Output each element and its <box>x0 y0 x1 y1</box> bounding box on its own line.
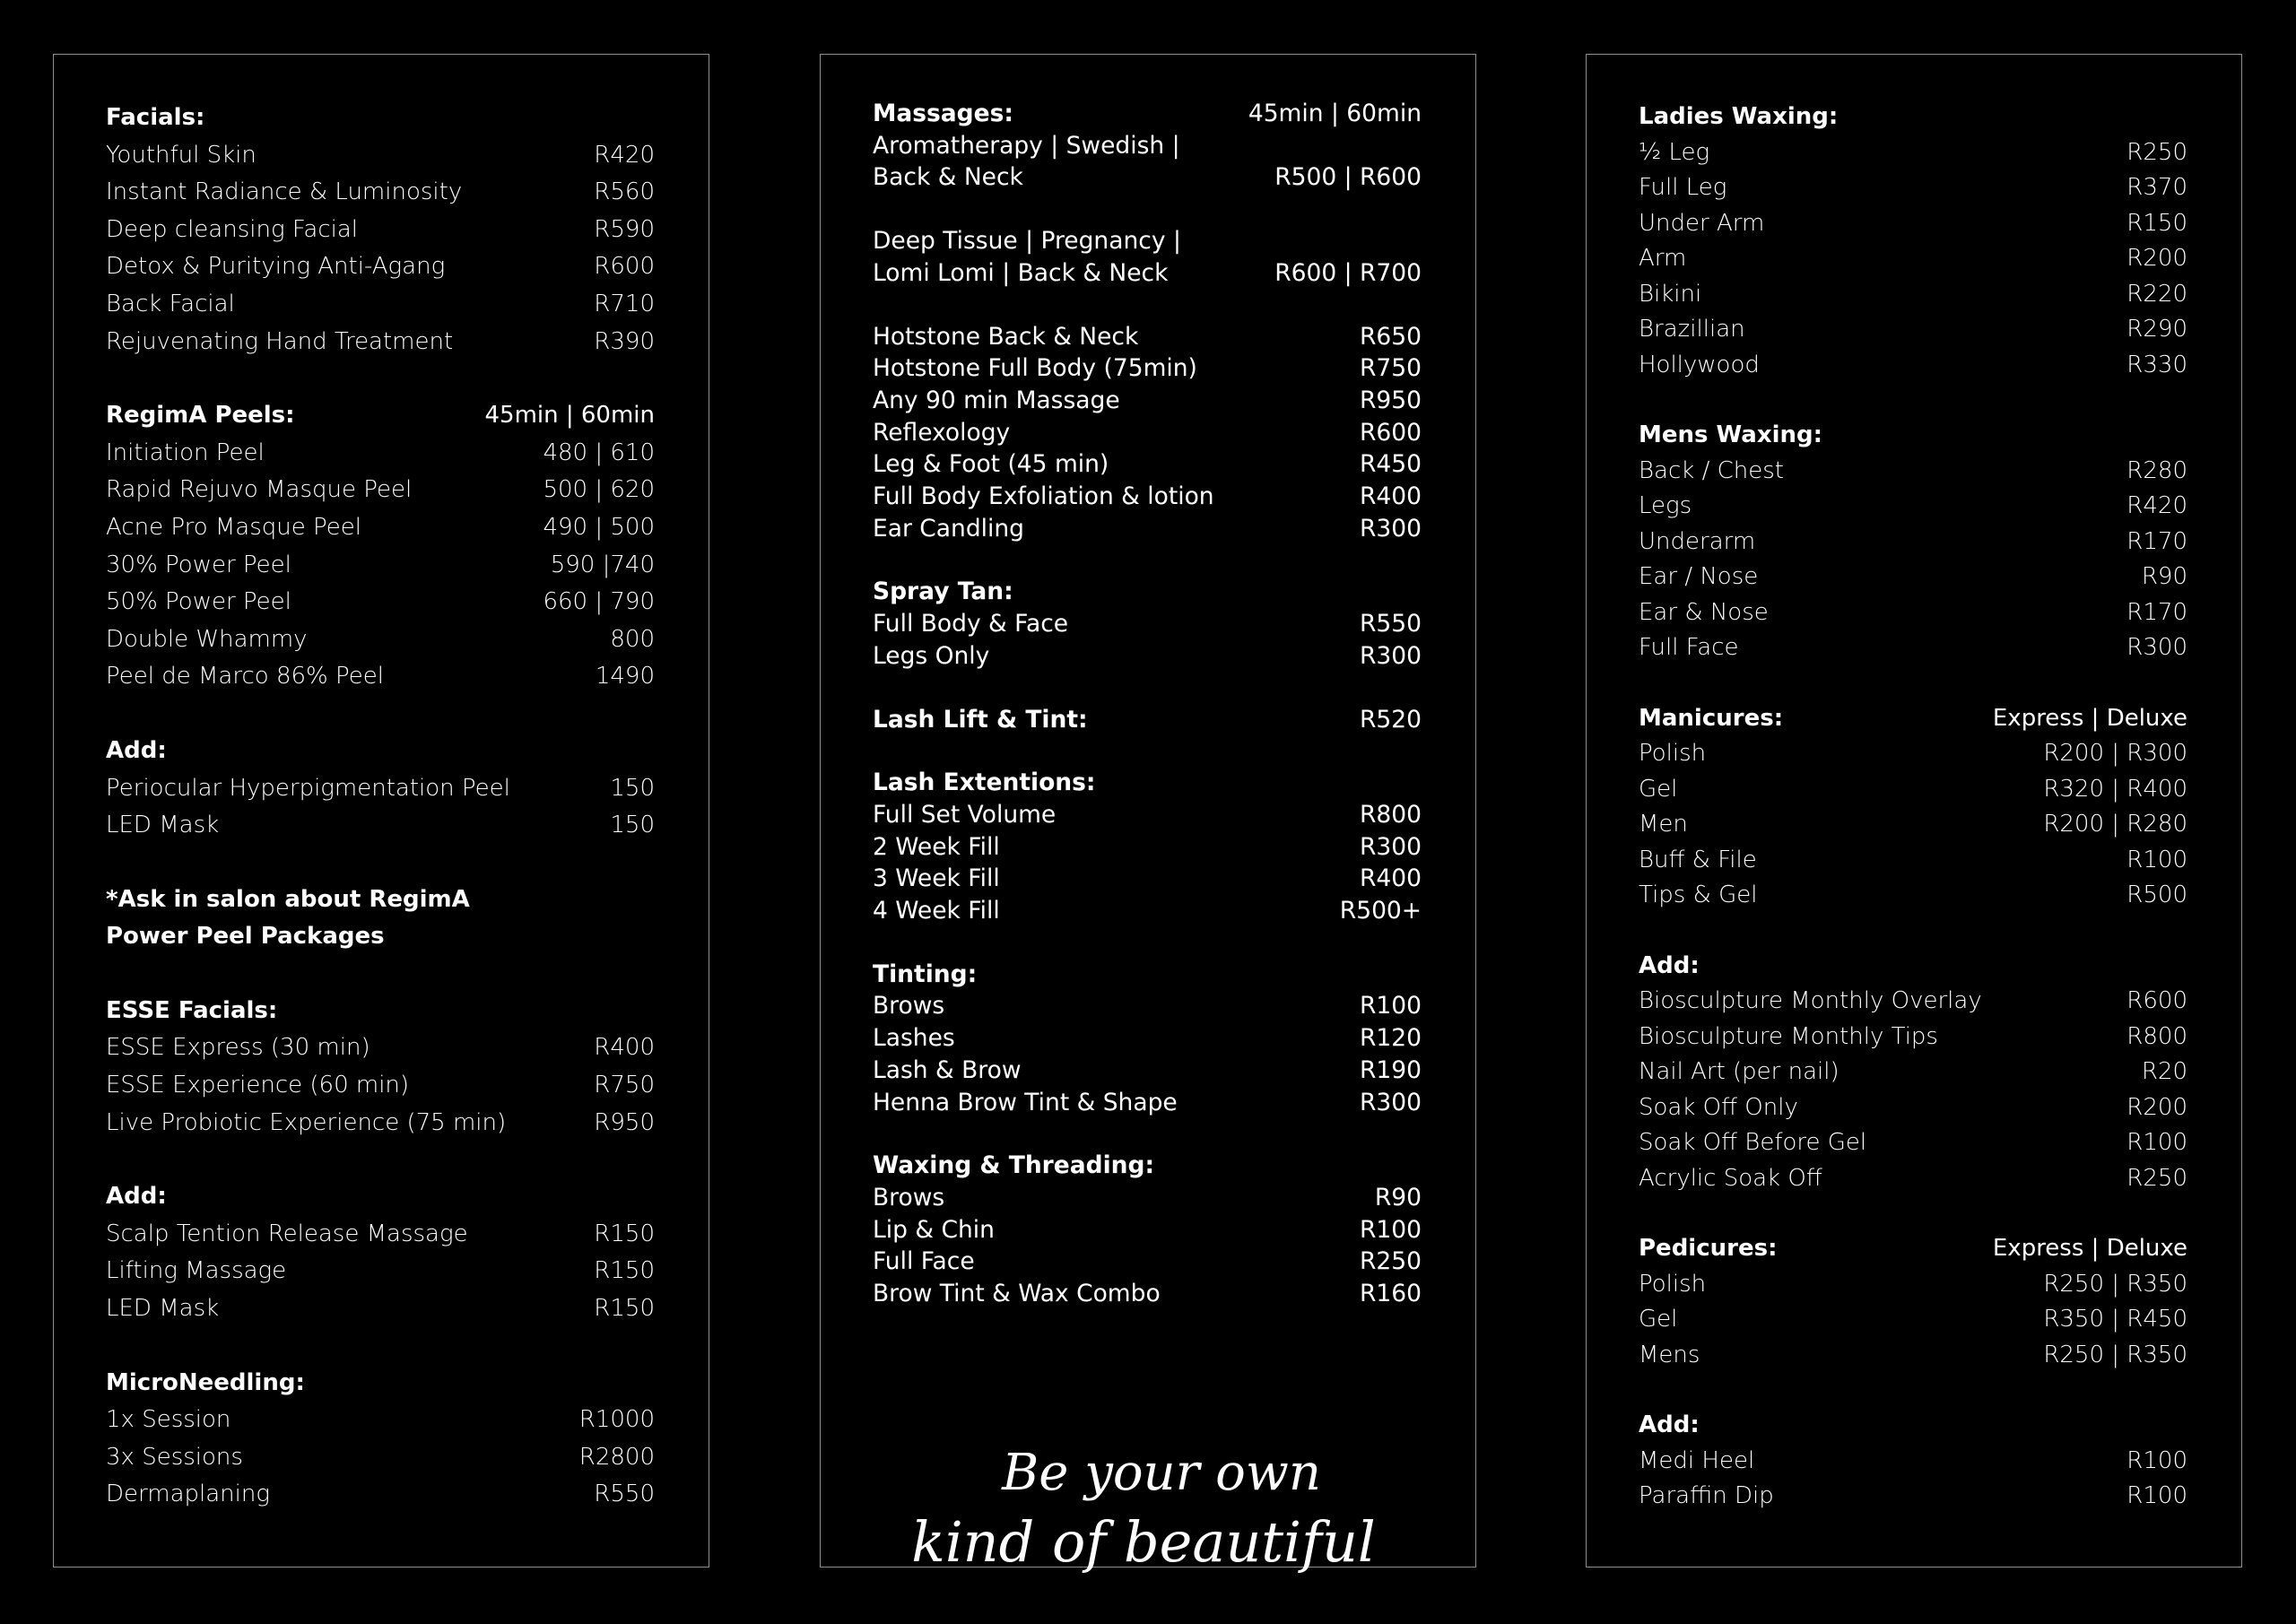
item-price: R520 <box>1360 705 1422 734</box>
item-price: R300 <box>1360 1088 1422 1116</box>
item-name: 1x Session <box>106 1406 231 1434</box>
item-price: R400 <box>1360 864 1422 893</box>
section-title: Ladies Waxing: <box>1639 103 1839 130</box>
item-name: Youthful Skin <box>106 141 257 169</box>
item-name: Under Arm <box>1639 209 1765 237</box>
duration-header: 45min | 60min <box>1248 100 1422 127</box>
menu-item <box>106 547 655 585</box>
item-price: R150 <box>2126 209 2187 237</box>
section-title: RegimA Peels: <box>106 402 295 430</box>
item-name: Leg & Foot (45 min) <box>873 450 1109 479</box>
item-name: Men <box>1639 811 1688 838</box>
menu-item <box>106 324 655 361</box>
item-name: Biosculpture Monthly Overlay <box>1639 987 1982 1014</box>
item-name: Full Leg <box>1639 174 1727 201</box>
item-name: Polish <box>1639 740 1707 767</box>
menu-panel-middle <box>820 54 1476 1575</box>
section-title: Massages: <box>873 100 1013 127</box>
item-name: Scalp Tention Release Massage <box>106 1220 468 1247</box>
section-title: Pedicures: <box>1639 1235 1778 1262</box>
item-name: LED Mask <box>106 812 220 839</box>
item-name: Full Face <box>1639 634 1739 661</box>
item-name: 4 Week Fill <box>873 897 1000 925</box>
item-name: Soak Off Before Gel <box>1639 1129 1867 1156</box>
item-price: R320 | R400 <box>2043 775 2187 803</box>
item-price: R1000 <box>578 1406 655 1434</box>
item-price: R420 <box>2126 492 2187 519</box>
item-price: R20 <box>2141 1058 2187 1085</box>
item-name: Back Facial <box>106 290 235 317</box>
item-price: R250 | R350 <box>2043 1341 2187 1368</box>
item-price: R220 <box>2126 280 2187 308</box>
item-price: R950 <box>1360 386 1422 414</box>
duration-header: 45min | 60min <box>484 402 655 430</box>
menu-item <box>1639 984 2187 1020</box>
item-name: Tips & Gel <box>1639 881 1758 908</box>
section-esse-add-ons <box>106 1178 655 1327</box>
item-name: Lash & Brow <box>873 1055 1022 1084</box>
item-price: R750 <box>594 1072 655 1099</box>
menu-item <box>1639 312 2187 348</box>
item-price: R590 <box>594 215 655 243</box>
menu-item <box>1639 878 2187 914</box>
item-price: R160 <box>1360 1280 1422 1308</box>
item-price: R190 <box>1360 1055 1422 1084</box>
menu-item <box>873 990 1422 1022</box>
section-peel-add-ons <box>106 733 655 845</box>
menu-item <box>873 640 1422 673</box>
item-price: R170 <box>2126 598 2187 626</box>
menu-item <box>106 472 655 509</box>
item-name: 50% Power Peel <box>106 588 291 616</box>
item-price: R100 <box>2126 1482 2187 1509</box>
section-title: Add: <box>1639 1411 1700 1438</box>
item-price: R950 <box>594 1108 655 1136</box>
item-name: Peel de Marco 86% Peel <box>106 663 384 690</box>
item-price: R100 <box>1360 1215 1422 1244</box>
item-price: R550 <box>594 1481 655 1508</box>
item-price: R550 <box>1360 610 1422 638</box>
item-price: 800 <box>610 625 655 653</box>
section-title: Add: <box>106 736 167 764</box>
menu-item <box>106 137 655 175</box>
menu-item <box>106 807 655 845</box>
menu-item <box>1639 241 2187 277</box>
item-name: Lip & Chin <box>873 1215 995 1244</box>
item-name: Brow Tint & Wax Combo <box>873 1280 1161 1308</box>
tagline-script <box>821 1391 1477 1624</box>
item-price: R90 <box>2141 563 2187 590</box>
menu-item <box>873 321 1422 353</box>
menu-item <box>1639 807 2187 843</box>
section-title: MicroNeedling: <box>106 1368 305 1396</box>
item-name: Medi Heel <box>1639 1446 1755 1474</box>
section-spray-tan <box>873 576 1422 672</box>
menu-item <box>106 435 655 473</box>
item-name: Dermaplaning <box>106 1481 270 1508</box>
section-facials <box>106 100 655 360</box>
menu-item <box>106 770 655 808</box>
item-name: Brows <box>873 992 945 1020</box>
menu-item <box>106 584 655 621</box>
item-name: Hotstone Full Body (75min) <box>873 354 1197 383</box>
item-price: R250 <box>2126 1164 2187 1192</box>
item-name: LED Mask <box>106 1295 220 1323</box>
item-price: R90 <box>1374 1183 1422 1211</box>
item-price: R400 <box>594 1034 655 1062</box>
item-price: R120 <box>1360 1024 1422 1053</box>
menu-item <box>106 1216 655 1254</box>
section-manicure-add-ons <box>1639 949 2187 1197</box>
section-ladies-waxing <box>1639 100 2187 383</box>
item-price: R150 <box>594 1220 655 1247</box>
menu-item <box>1639 1020 2187 1055</box>
item-name: Buff & File <box>1639 846 1757 873</box>
item-price: 500 | 620 <box>543 476 655 504</box>
item-name: Hotstone Back & Neck <box>873 322 1139 351</box>
item-name: Deep Tissue | Pregnancy | Lomi Lomi | Back & Neck <box>873 227 1181 287</box>
section-esse-facials <box>106 993 655 1142</box>
menu-item <box>873 225 1422 289</box>
item-name: Acrylic Soak Off <box>1639 1164 1822 1192</box>
item-price: R100 <box>2126 1446 2187 1474</box>
item-name: Full Body Exfoliation & lotion <box>873 482 1214 511</box>
item-name: Lashes <box>873 1024 955 1053</box>
item-price: R330 <box>2126 351 2187 378</box>
menu-item <box>873 1087 1422 1119</box>
item-name: Ear & Nose <box>1639 598 1769 626</box>
item-price: R300 <box>1360 514 1422 543</box>
menu-item <box>1639 1338 2187 1374</box>
menu-item <box>1639 170 2187 206</box>
item-name: Arm <box>1639 245 1687 272</box>
item-name: Lifting Massage <box>106 1257 287 1285</box>
section-title: Manicures: <box>1639 704 1784 732</box>
item-name: Henna Brow Tint & Shape <box>873 1088 1178 1116</box>
item-name: Reflexology <box>873 418 1011 447</box>
menu-item <box>106 1402 655 1439</box>
menu-item <box>873 352 1422 385</box>
section-pedicures <box>1639 1231 2187 1373</box>
section-title: Add: <box>1639 951 1700 979</box>
menu-item <box>1639 560 2187 595</box>
menu-item <box>873 130 1422 194</box>
menu-item <box>1639 630 2187 666</box>
menu-item <box>1639 206 2187 242</box>
item-price: 660 | 790 <box>543 588 655 616</box>
menu-item <box>873 799 1422 831</box>
menu-item <box>106 1029 655 1067</box>
item-name: Bikini <box>1639 280 1702 308</box>
menu-item <box>1639 1444 2187 1480</box>
section-microneedling <box>106 1365 655 1514</box>
item-price: R560 <box>594 178 655 206</box>
menu-item <box>873 1246 1422 1278</box>
item-price: 590 |740 <box>550 551 655 578</box>
item-price: R600 <box>1360 418 1422 447</box>
item-price: R250 <box>1360 1247 1422 1276</box>
item-name: Brows <box>873 1183 945 1211</box>
section-title: Lash Lift & Tint: <box>873 705 1088 734</box>
item-price: R450 <box>1360 450 1422 479</box>
item-price: R300 <box>2126 634 2187 661</box>
item-price: R250 <box>2126 138 2187 166</box>
item-price: 150 <box>610 774 655 802</box>
item-price: R600 | R700 <box>1274 258 1422 287</box>
menu-item <box>106 658 655 696</box>
menu-item <box>106 1476 655 1514</box>
item-name: Ear Candling <box>873 514 1025 543</box>
menu-item <box>873 1022 1422 1055</box>
item-name: Double Whammy <box>106 625 308 653</box>
item-name: Gel <box>1639 1306 1678 1333</box>
section-title: Waxing & Threading: <box>873 1151 1155 1180</box>
section-manicures <box>1639 701 2187 914</box>
item-name: Full Face <box>873 1247 975 1276</box>
item-name: ½ Leg <box>1639 138 1710 166</box>
section-title: Mens Waxing: <box>1639 421 1823 448</box>
menu-item <box>106 509 655 547</box>
section-lash-lift <box>873 704 1422 736</box>
item-name: ESSE Experience (60 min) <box>106 1072 410 1099</box>
item-name: Live Probiotic Experience (75 min) <box>106 1108 507 1136</box>
item-price: R600 <box>2126 987 2187 1014</box>
section-title: Tinting: <box>873 960 978 988</box>
item-name: Paraffin Dip <box>1639 1482 1774 1509</box>
item-name: Rapid Rejuvo Masque Peel <box>106 476 413 504</box>
item-price: R390 <box>594 327 655 355</box>
item-price: R500 | R600 <box>1274 163 1422 192</box>
menu-item <box>1639 595 2187 631</box>
menu-item <box>873 863 1422 895</box>
tagline-line-1: Be your own <box>1002 1444 1321 1502</box>
menu-item <box>873 831 1422 864</box>
tier-header: Express | Deluxe <box>1992 1235 2187 1262</box>
item-name: Acne Pro Masque Peel <box>106 513 361 541</box>
section-title: ESSE Facials: <box>106 996 278 1024</box>
item-price: R800 <box>1360 800 1422 829</box>
item-price: R500+ <box>1339 897 1422 925</box>
menu-item <box>873 895 1422 927</box>
item-price: 490 | 500 <box>543 513 655 541</box>
item-name: Back / Chest <box>1639 456 1784 484</box>
item-name: ESSE Express (30 min) <box>106 1034 370 1062</box>
section-massages <box>873 98 1422 544</box>
menu-item <box>1639 489 2187 525</box>
menu-item <box>873 1278 1422 1310</box>
item-price: R200 <box>2126 245 2187 272</box>
menu-item <box>106 1105 655 1142</box>
item-name: Gel <box>1639 775 1678 803</box>
section-pedicure-add-ons <box>1639 1408 2187 1515</box>
menu-item <box>1639 135 2187 171</box>
item-price: R300 <box>1360 641 1422 670</box>
item-name: Nail Art (per nail) <box>1639 1058 1839 1085</box>
menu-item <box>1639 1125 2187 1161</box>
peel-packages-note: *Ask in salon about RegimA Power Peel Packages <box>106 885 470 951</box>
section-regima-peels <box>106 397 655 696</box>
menu-item <box>1639 736 2187 772</box>
item-price: R100 <box>2126 846 2187 873</box>
item-price: R100 <box>2126 1129 2187 1156</box>
item-name: Instant Radiance & Luminosity <box>106 178 463 206</box>
section-tinting <box>873 959 1422 1119</box>
menu-item <box>106 212 655 249</box>
item-name: Legs <box>1639 492 1692 519</box>
menu-item <box>106 1067 655 1105</box>
item-price: R370 <box>2126 174 2187 201</box>
item-price: R500 <box>2126 881 2187 908</box>
item-price: R400 <box>1360 482 1422 511</box>
item-name: Legs Only <box>873 641 990 670</box>
menu-item <box>106 1253 655 1290</box>
item-name: Mens <box>1639 1341 1700 1368</box>
item-price: R800 <box>2126 1022 2187 1050</box>
menu-item <box>873 1214 1422 1246</box>
item-price: R2800 <box>578 1443 655 1471</box>
item-name: Ear / Nose <box>1639 563 1759 590</box>
item-price: R250 | R350 <box>2043 1270 2187 1298</box>
item-name: Hollywood <box>1639 351 1760 378</box>
item-name: Biosculpture Monthly Tips <box>1639 1022 1938 1050</box>
menu-item <box>873 385 1422 417</box>
item-price: R200 | R300 <box>2043 740 2187 767</box>
section-waxing-threading <box>873 1150 1422 1310</box>
menu-item <box>873 1055 1422 1087</box>
menu-item <box>106 621 655 659</box>
menu-item <box>1639 525 2187 560</box>
item-name: 3x Sessions <box>106 1443 243 1471</box>
item-name: Full Body & Face <box>873 610 1069 638</box>
menu-item <box>1639 772 2187 808</box>
section-lash-extensions <box>873 767 1422 927</box>
menu-item <box>1639 1302 2187 1338</box>
item-name: 3 Week Fill <box>873 864 1000 893</box>
item-name: Aromatherapy | Swedish | Back & Neck <box>873 131 1180 192</box>
menu-item <box>873 608 1422 640</box>
item-price: R350 | R450 <box>2043 1306 2187 1333</box>
menu-item <box>1639 277 2187 313</box>
tier-header: Express | Deluxe <box>1992 704 2187 732</box>
menu-item <box>873 448 1422 481</box>
menu-item <box>106 286 655 324</box>
item-price: R710 <box>594 290 655 317</box>
item-name: Rejuvenating Hand Treatment <box>106 327 454 355</box>
menu-item <box>1639 1055 2187 1090</box>
menu-item <box>873 481 1422 513</box>
item-name: Full Set Volume <box>873 800 1057 829</box>
menu-item <box>1639 1479 2187 1515</box>
item-price: 1490 <box>595 663 655 690</box>
item-price: R150 <box>594 1257 655 1285</box>
item-name: Deep cleansing Facial <box>106 215 358 243</box>
item-price: R170 <box>2126 527 2187 555</box>
item-price: R650 <box>1360 322 1422 351</box>
section-title: Lash Extentions: <box>873 769 1096 797</box>
menu-item <box>1639 1090 2187 1126</box>
item-price: R290 <box>2126 316 2187 343</box>
item-name: Polish <box>1639 1270 1707 1298</box>
menu-item <box>1639 1161 2187 1197</box>
item-name: Periocular Hyperpigmentation Peel <box>106 774 510 802</box>
menu-panel-left <box>53 54 709 1568</box>
item-price: R200 | R280 <box>2043 811 2187 838</box>
item-name: Initiation Peel <box>106 439 265 466</box>
menu-item <box>1639 454 2187 490</box>
menu-item <box>106 1290 655 1328</box>
item-price: R150 <box>594 1295 655 1323</box>
section-title: Add: <box>106 1183 167 1211</box>
section-mens-waxing <box>1639 418 2187 666</box>
item-price: 150 <box>610 812 655 839</box>
menu-item <box>1639 348 2187 384</box>
menu-item <box>106 1439 655 1477</box>
menu-item <box>106 248 655 286</box>
section-title: Spray Tan: <box>873 578 1013 606</box>
tagline-line-2: kind of beautiful <box>911 1509 1376 1575</box>
section-title: Facials: <box>106 104 205 131</box>
item-price: R600 <box>594 253 655 281</box>
item-name: 2 Week Fill <box>873 832 1000 861</box>
item-name: 30% Power Peel <box>106 551 291 578</box>
item-name: Detox & Puritying Anti-Agang <box>106 253 446 281</box>
item-price: R420 <box>594 141 655 169</box>
item-price: R750 <box>1360 354 1422 383</box>
item-price: 480 | 610 <box>543 439 655 466</box>
menu-item <box>873 1182 1422 1214</box>
menu-item <box>1639 843 2187 879</box>
menu-item <box>873 513 1422 545</box>
item-name: Brazillian <box>1639 316 1745 343</box>
item-price: R100 <box>1360 992 1422 1020</box>
menu-item <box>106 174 655 212</box>
item-price: R300 <box>1360 832 1422 861</box>
menu-panel-right <box>1586 54 2242 1568</box>
item-name: Any 90 min Massage <box>873 386 1120 414</box>
item-name: Underarm <box>1639 527 1756 555</box>
item-price: R280 <box>2126 456 2187 484</box>
item-name: Soak Off Only <box>1639 1093 1798 1121</box>
menu-item <box>873 417 1422 449</box>
item-price: R200 <box>2126 1093 2187 1121</box>
menu-item <box>1639 1267 2187 1303</box>
